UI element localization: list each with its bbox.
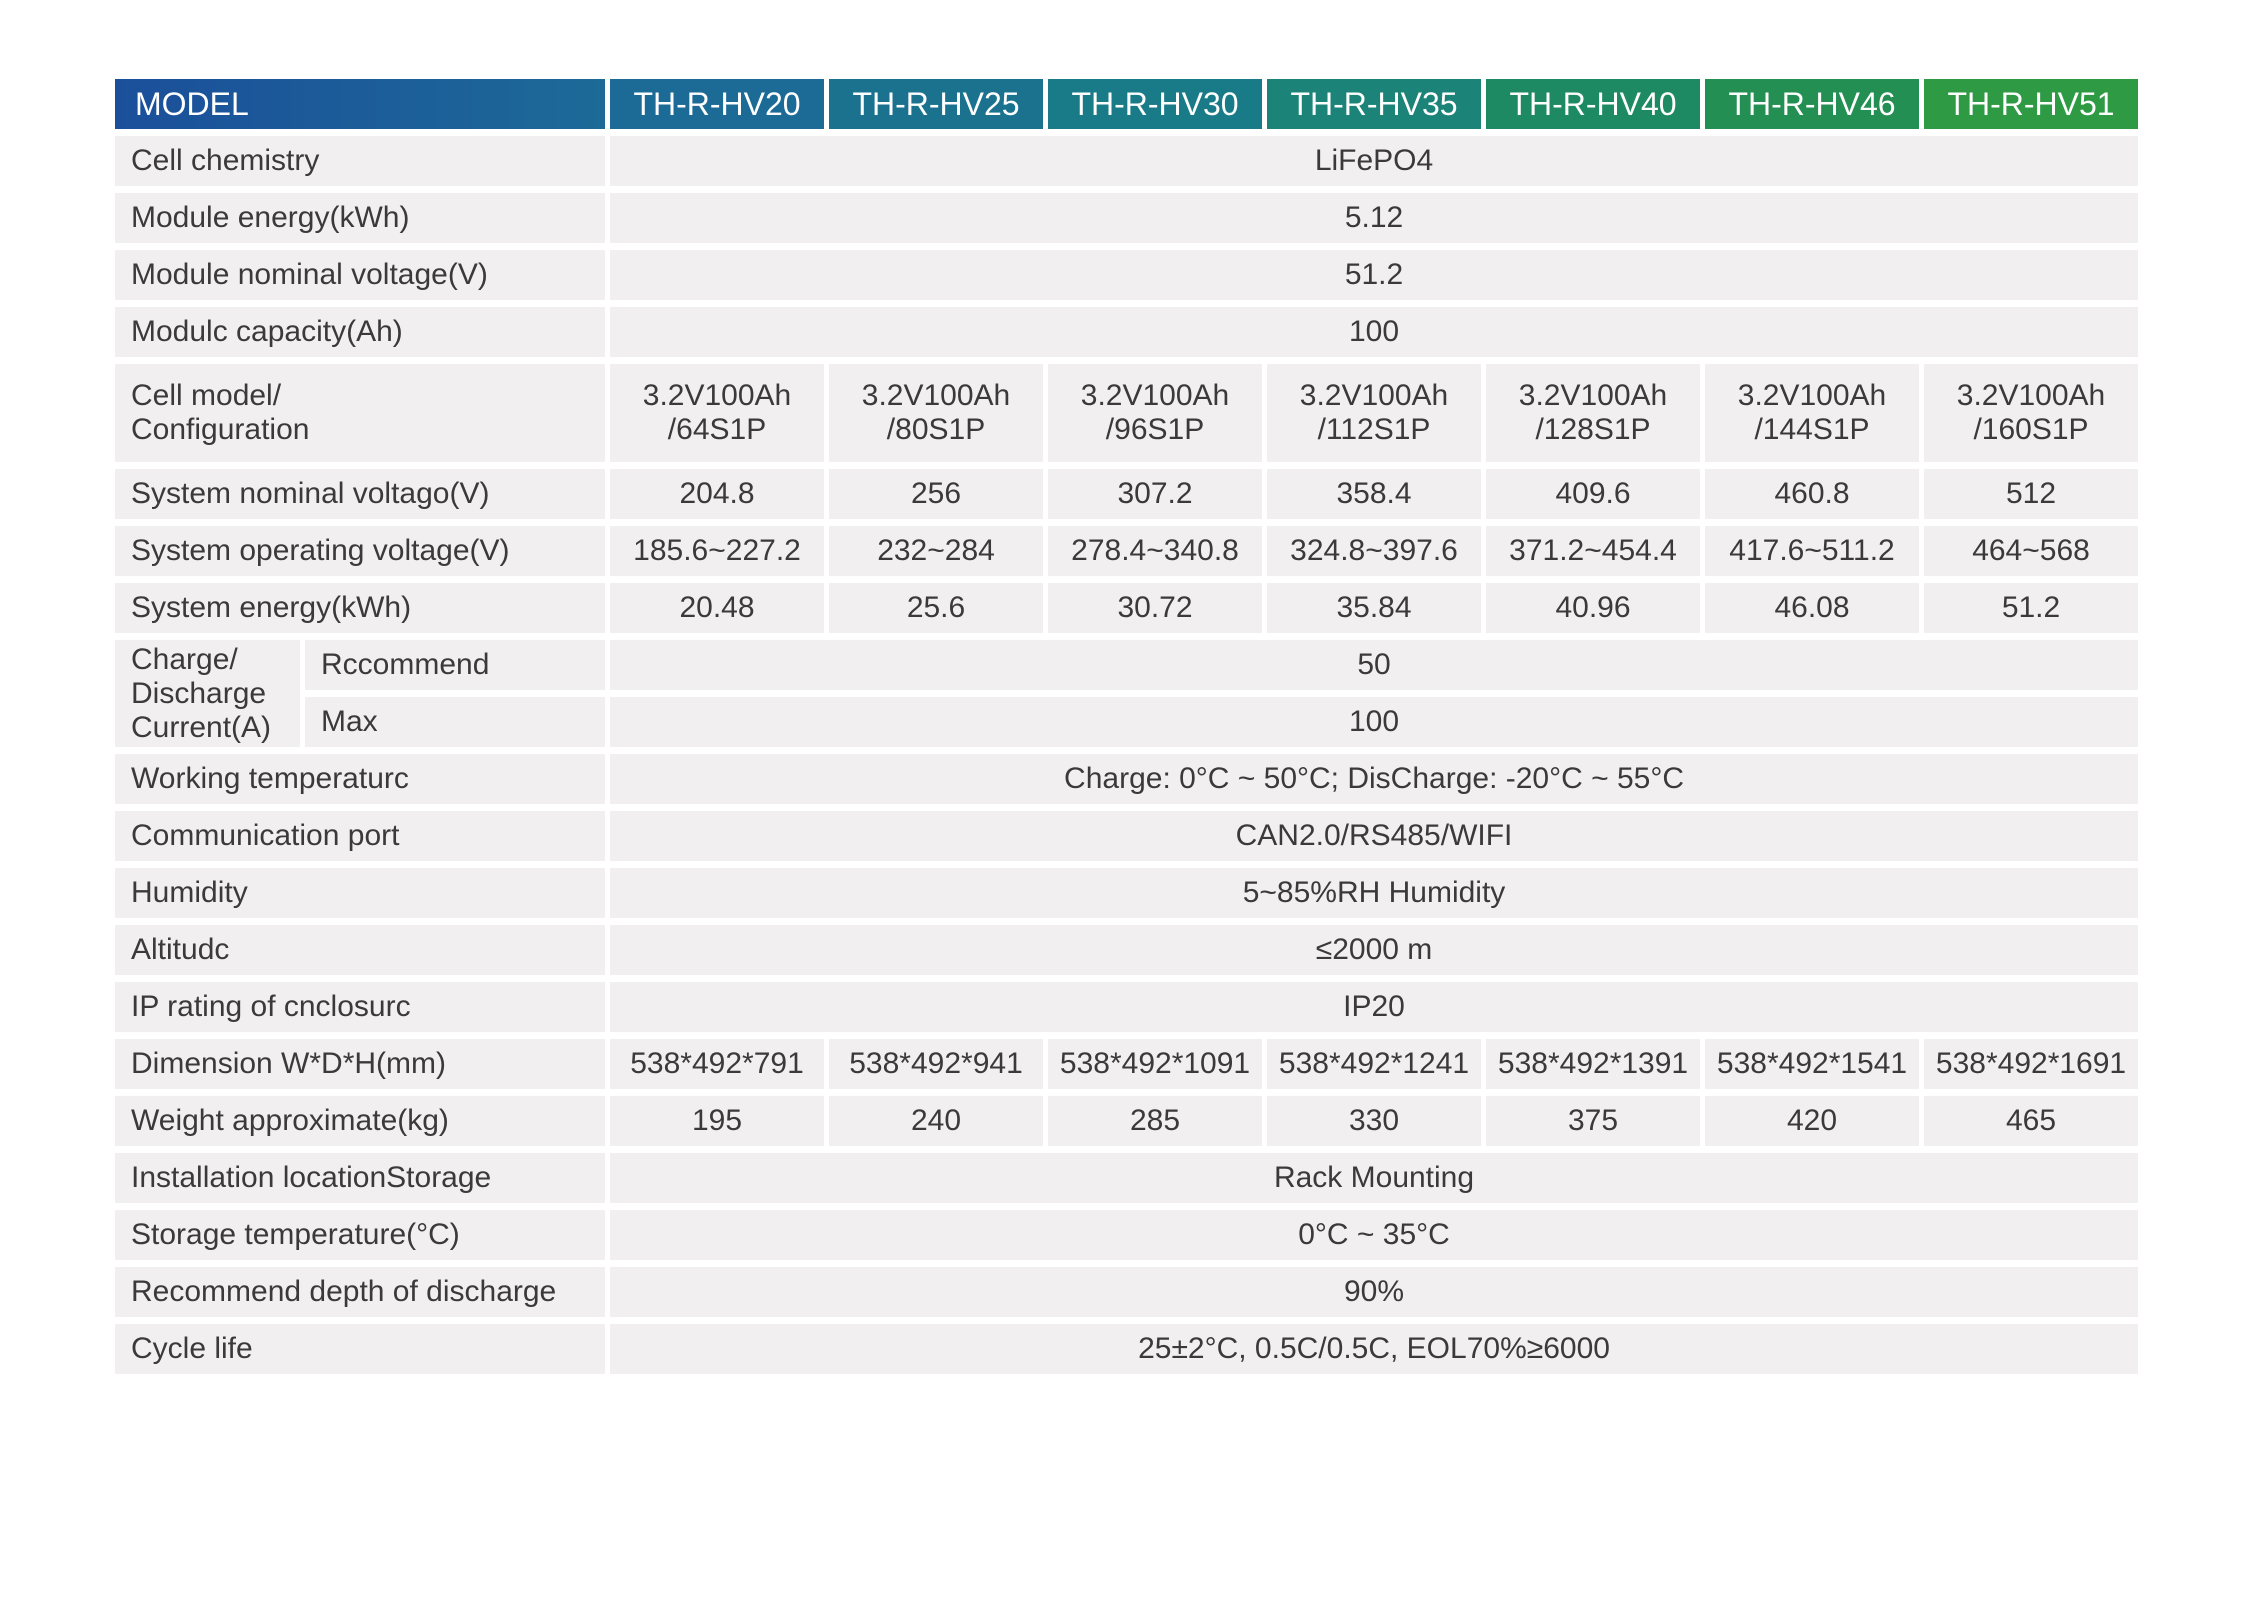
row-value: ≤2000 m xyxy=(610,925,2138,975)
value-line: 3.2V100Ah xyxy=(861,379,1011,412)
cell-value: 538*492*1241 xyxy=(1267,1039,1481,1089)
row-humidity xyxy=(115,868,2138,918)
row-label: Communication port xyxy=(115,811,605,861)
value-line: 3.2V100Ah xyxy=(1299,379,1449,412)
row-label: Modulc capacity(Ah) xyxy=(115,307,605,357)
model-header-hv40: TH-R-HV40 xyxy=(1486,79,1700,129)
cell-value: 358.4 xyxy=(1267,469,1481,519)
row-label: Cycle life xyxy=(115,1324,605,1374)
label-line: Current(A) xyxy=(131,710,272,744)
cell-value xyxy=(1267,364,1481,462)
row-label: Installation locationStorage xyxy=(115,1153,605,1203)
row-label: Dimension W*D*H(mm) xyxy=(115,1039,605,1089)
row-module-voltage xyxy=(115,250,2138,300)
cell-value: 232~284 xyxy=(829,526,1043,576)
model-header: MODEL xyxy=(115,79,605,129)
cell-value: 375 xyxy=(1486,1096,1700,1146)
row-label: Recommend depth of discharge xyxy=(115,1267,605,1317)
cell-value: 417.6~511.2 xyxy=(1705,526,1919,576)
row-value: 0°C ~ 35°C xyxy=(610,1210,2138,1260)
row-label: Module energy(kWh) xyxy=(115,193,605,243)
cell-value: 25.6 xyxy=(829,583,1043,633)
row-label: Cell chemistry xyxy=(115,136,605,186)
row-dod xyxy=(115,1267,2138,1317)
cell-value: 30.72 xyxy=(1048,583,1262,633)
value-line: /96S1P xyxy=(1105,413,1205,446)
row-module-capacity xyxy=(115,307,2138,357)
cell-value: 371.2~454.4 xyxy=(1486,526,1700,576)
value-line: 3.2V100Ah xyxy=(1518,379,1668,412)
row-value: LiFePO4 xyxy=(610,136,2138,186)
cell-value: 465 xyxy=(1924,1096,2138,1146)
cell-value xyxy=(1486,364,1700,462)
cell-value: 51.2 xyxy=(1924,583,2138,633)
value-line: /128S1P xyxy=(1535,413,1651,446)
row-ip-rating xyxy=(115,982,2138,1032)
cell-value: 460.8 xyxy=(1705,469,1919,519)
value-line: /112S1P xyxy=(1317,413,1431,446)
cell-value xyxy=(1048,364,1262,462)
value-line: 3.2V100Ah xyxy=(1737,379,1887,412)
cell-value: 409.6 xyxy=(1486,469,1700,519)
cell-value: 185.6~227.2 xyxy=(610,526,824,576)
cell-value: 464~568 xyxy=(1924,526,2138,576)
row-module-energy xyxy=(115,193,2138,243)
cell-value: 35.84 xyxy=(1267,583,1481,633)
row-label: Weight approximate(kg) xyxy=(115,1096,605,1146)
label-line: Cell model/ xyxy=(131,379,282,412)
cell-value: 204.8 xyxy=(610,469,824,519)
row-weight xyxy=(115,1096,2138,1146)
cell-value xyxy=(829,364,1043,462)
cell-value: 538*492*941 xyxy=(829,1039,1043,1089)
row-value: 100 xyxy=(610,307,2138,357)
header-row xyxy=(115,79,2138,129)
cell-value: 538*492*1541 xyxy=(1705,1039,1919,1089)
row-altitude xyxy=(115,925,2138,975)
value-line: 3.2V100Ah xyxy=(1080,379,1230,412)
sub-label: Max xyxy=(305,697,605,747)
model-header-hv20: TH-R-HV20 xyxy=(610,79,824,129)
cell-value: 538*492*1691 xyxy=(1924,1039,2138,1089)
row-value: IP20 xyxy=(610,982,2138,1032)
value-line: /64S1P xyxy=(667,413,767,446)
model-header-hv30: TH-R-HV30 xyxy=(1048,79,1262,129)
row-label: Module nominal voltage(V) xyxy=(115,250,605,300)
row-cell-chemistry xyxy=(115,136,2138,186)
row-label: Working temperaturc xyxy=(115,754,605,804)
cell-value: 20.48 xyxy=(610,583,824,633)
cell-value: 324.8~397.6 xyxy=(1267,526,1481,576)
row-value: 100 xyxy=(610,697,2138,747)
cell-value: 307.2 xyxy=(1048,469,1262,519)
cell-value: 538*492*791 xyxy=(610,1039,824,1089)
cell-value: 46.08 xyxy=(1705,583,1919,633)
current-group-label xyxy=(115,640,300,747)
row-storage-temp xyxy=(115,1210,2138,1260)
cell-value xyxy=(1924,364,2138,462)
row-label: System nominal voltago(V) xyxy=(115,469,605,519)
row-value: 90% xyxy=(610,1267,2138,1317)
row-comm-port xyxy=(115,811,2138,861)
row-value: 25±2°C, 0.5C/0.5C, EOL70%≥6000 xyxy=(610,1324,2138,1374)
row-cell-model xyxy=(115,364,2138,462)
row-system-energy xyxy=(115,583,2138,633)
row-value: 5~85%RH Humidity xyxy=(610,868,2138,918)
cell-value xyxy=(610,364,824,462)
label-line: Configuration xyxy=(131,413,310,446)
row-label: Humidity xyxy=(115,868,605,918)
cell-value: 538*492*1091 xyxy=(1048,1039,1262,1089)
row-value: CAN2.0/RS485/WIFI xyxy=(610,811,2138,861)
value-line: /80S1P xyxy=(886,413,986,446)
model-header-hv46: TH-R-HV46 xyxy=(1705,79,1919,129)
row-label: System energy(kWh) xyxy=(115,583,605,633)
value-line: 3.2V100Ah xyxy=(642,379,792,412)
row-value: Rack Mounting xyxy=(610,1153,2138,1203)
row-current-max xyxy=(115,697,2138,747)
cell-value: 512 xyxy=(1924,469,2138,519)
row-dimension xyxy=(115,1039,2138,1089)
row-value: 50 xyxy=(610,640,2138,690)
sub-label: Rccommend xyxy=(305,640,605,690)
cell-value: 256 xyxy=(829,469,1043,519)
row-cycle-life xyxy=(115,1324,2138,1374)
model-header-hv25: TH-R-HV25 xyxy=(829,79,1043,129)
spec-table xyxy=(110,72,2143,1381)
cell-value: 420 xyxy=(1705,1096,1919,1146)
cell-value: 40.96 xyxy=(1486,583,1700,633)
cell-value xyxy=(1705,364,1919,462)
value-line: /144S1P xyxy=(1754,413,1870,446)
row-label: System operating voltage(V) xyxy=(115,526,605,576)
value-line: 3.2V100Ah xyxy=(1956,379,2106,412)
row-label xyxy=(115,364,605,462)
row-working-temp xyxy=(115,754,2138,804)
row-system-voltage xyxy=(115,469,2138,519)
row-value: 5.12 xyxy=(610,193,2138,243)
label-line: Charge/ xyxy=(131,642,238,676)
row-installation xyxy=(115,1153,2138,1203)
cell-value: 195 xyxy=(610,1096,824,1146)
cell-value: 240 xyxy=(829,1096,1043,1146)
model-header-hv51: TH-R-HV51 xyxy=(1924,79,2138,129)
label-line: Discharge xyxy=(131,676,267,710)
cell-value: 285 xyxy=(1048,1096,1262,1146)
row-label: Altitudc xyxy=(115,925,605,975)
row-label: Storage temperature(°C) xyxy=(115,1210,605,1260)
row-label: IP rating of cnclosurc xyxy=(115,982,605,1032)
cell-value: 278.4~340.8 xyxy=(1048,526,1262,576)
cell-value: 538*492*1391 xyxy=(1486,1039,1700,1089)
model-header-hv35: TH-R-HV35 xyxy=(1267,79,1481,129)
value-line: /160S1P xyxy=(1973,413,2089,446)
cell-value: 330 xyxy=(1267,1096,1481,1146)
row-value: Charge: 0°C ~ 50°C; DisCharge: -20°C ~ 55°C xyxy=(610,754,2138,804)
row-value: 51.2 xyxy=(610,250,2138,300)
row-operating-voltage xyxy=(115,526,2138,576)
row-current-recommend xyxy=(115,640,2138,690)
